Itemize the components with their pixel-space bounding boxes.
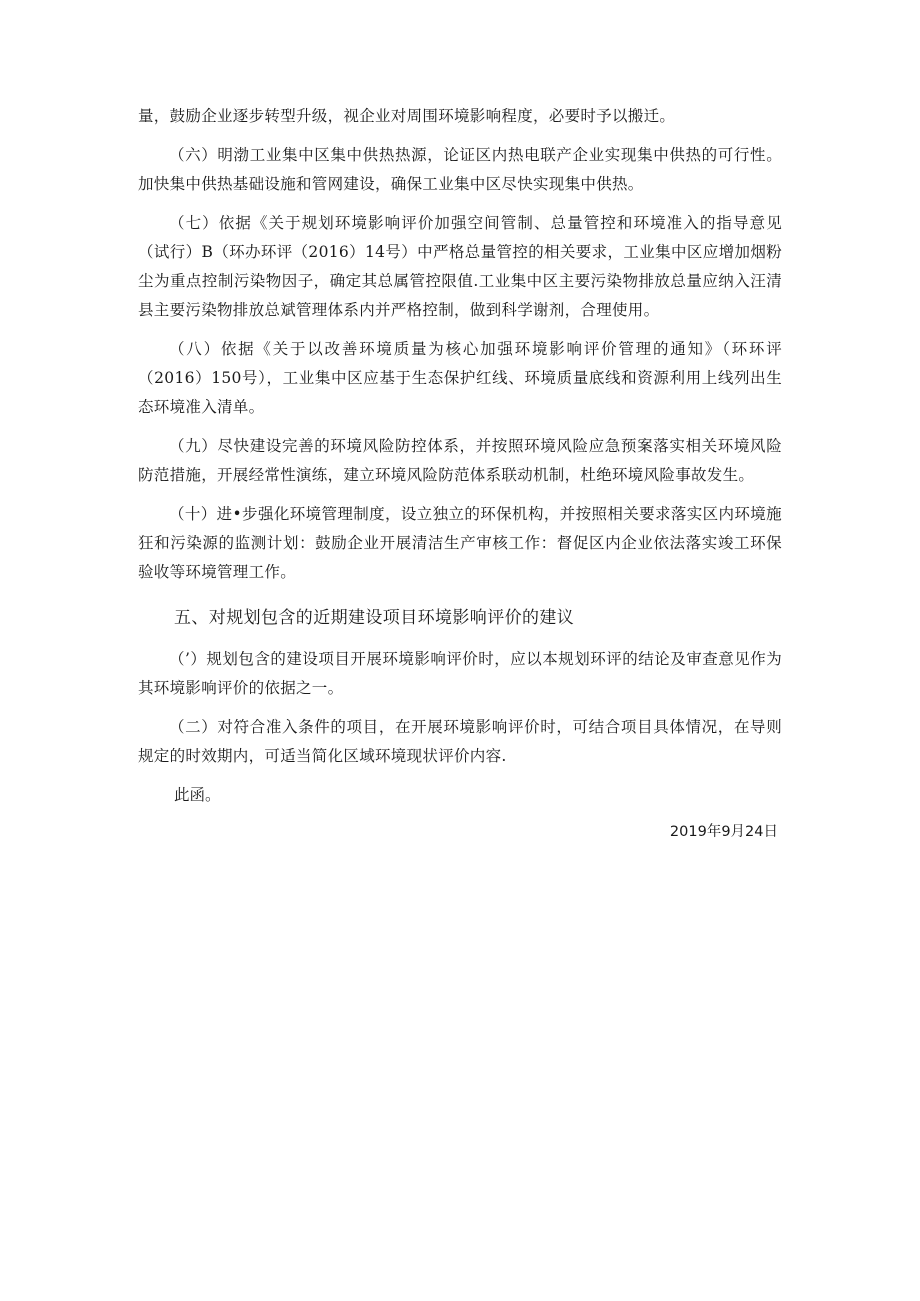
paragraph-item-8: （八）依据《关于以改善环境质量为核心加强环境影响评价管理的通知》（环环评（2016）150号），工业集中区应基于生态保护红线、环境质量底线和资源利用上线列出生态环境准入清单。 xyxy=(138,340,782,416)
paragraph-item-7: （七）依据《关于规划环境影响评价加强空间管制、总量管控和环境准入的指导意见（试行）B（环办环评（2016）14号）中严格总量管控的相关要求，工业集中区应增加烟粉尘为重点控制污染物因子，确定其总属管控限值.工业集中区主要污染物排放总量应纳入汪清县主要污染物排放总斌管理体系内并严格控制，做到科学谢剂，合理使用。 xyxy=(138,214,782,319)
paragraph-suggestion-1: （’）规划包含的建设项目开展环境影响评价时，应以本规划环评的结论及审查意见作为其环境影响评价的依据之一。 xyxy=(138,650,782,697)
paragraph-item-9: （九）尽快建设完善的环境风险防控体系，并按照环境风险应急预案落实相关环境风险防范措施，开展经常性演练，建立环境风险防范体系联动机制，杜绝环境风险事故发生。 xyxy=(138,437,782,484)
paragraph-item-6: （六）明渤工业集中区集中供热热源，论证区内热电联产企业实现集中供热的可行性。加快集中供热基础设施和管网建设，确保工业集中区尽快实现集中供热。 xyxy=(138,146,782,193)
closing-remark: 此函。 xyxy=(174,786,221,804)
section-heading: 五、对规划包含的近期建设项目环境影响评价的建议 xyxy=(174,608,575,628)
paragraph-item-10: （十）进•步强化环境管理制度，设立独立的环保机构，并按照相关要求落实区内环境施狂和污染源的监测计划：鼓励企业开展清洁生产审核工作：督促区内企业依法落实竣工环保验收等环境管理工作。 xyxy=(138,505,782,581)
document-page xyxy=(138,102,782,847)
document-date: 2019年9月24日 xyxy=(669,824,778,840)
paragraph-continuation: 量，鼓励企业逐步转型升级，视企业对周围环境影响程度，必要时予以搬迁。 xyxy=(138,107,676,125)
paragraph-suggestion-2: （二）对符合准入条件的项目，在开展环境影响评价时，可结合项目具体情况，在导则规定的时效期内，可适当简化区域环境现状评价内容. xyxy=(138,718,782,765)
